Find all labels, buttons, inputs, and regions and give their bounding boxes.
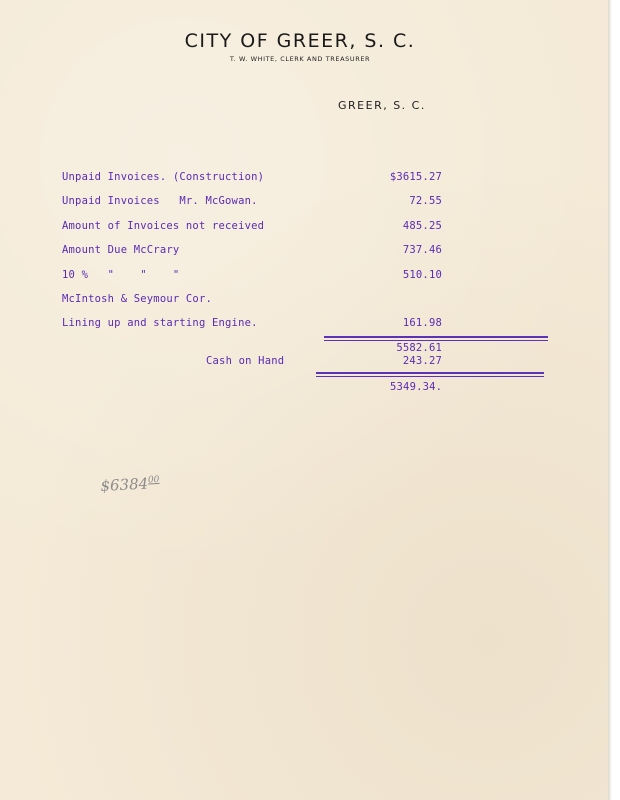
item-label: Lining up and starting Engine. — [62, 317, 258, 329]
place-line: GREER, S. C. — [338, 99, 426, 112]
item-label: Unpaid Invoices Mr. McGowan. — [62, 195, 258, 207]
item-amount: 510.10 — [402, 269, 442, 281]
item-amount: 737.46 — [402, 244, 442, 256]
item-label: Amount Due McCrary — [62, 244, 180, 256]
total-amount: 5349.34. — [390, 381, 443, 393]
margin-note-amount: $6384 — [100, 474, 149, 495]
total-rule — [316, 372, 544, 374]
page-edge — [608, 0, 612, 800]
item-label: 10 % " " " — [62, 269, 180, 281]
cash-on-hand-label: Cash on Hand — [206, 355, 285, 367]
sum-rule — [324, 336, 548, 338]
letterhead-title: CITY OF GREER, S. C. — [184, 30, 416, 52]
item-label: Amount of Invoices not received — [62, 220, 265, 232]
cash-on-hand-amount: 243.27 — [402, 355, 442, 367]
item-amount: 485.25 — [402, 220, 442, 232]
letterhead-subtitle: T. W. WHITE, CLERK AND TREASURER — [229, 55, 371, 63]
pencil-margin-note — [100, 474, 160, 495]
total-rule — [316, 376, 544, 377]
subtotal-amount: 5582.61 — [396, 342, 442, 354]
item-amount: 72.55 — [409, 195, 442, 207]
item-label: Unpaid Invoices. (Construction) — [62, 171, 265, 183]
sum-rule — [324, 340, 548, 341]
item-amount: 161.98 — [402, 317, 442, 329]
item-label: McIntosh & Seymour Cor. — [62, 293, 212, 305]
item-amount: $3615.27 — [389, 171, 442, 183]
margin-note-cents: 00 — [147, 474, 160, 486]
